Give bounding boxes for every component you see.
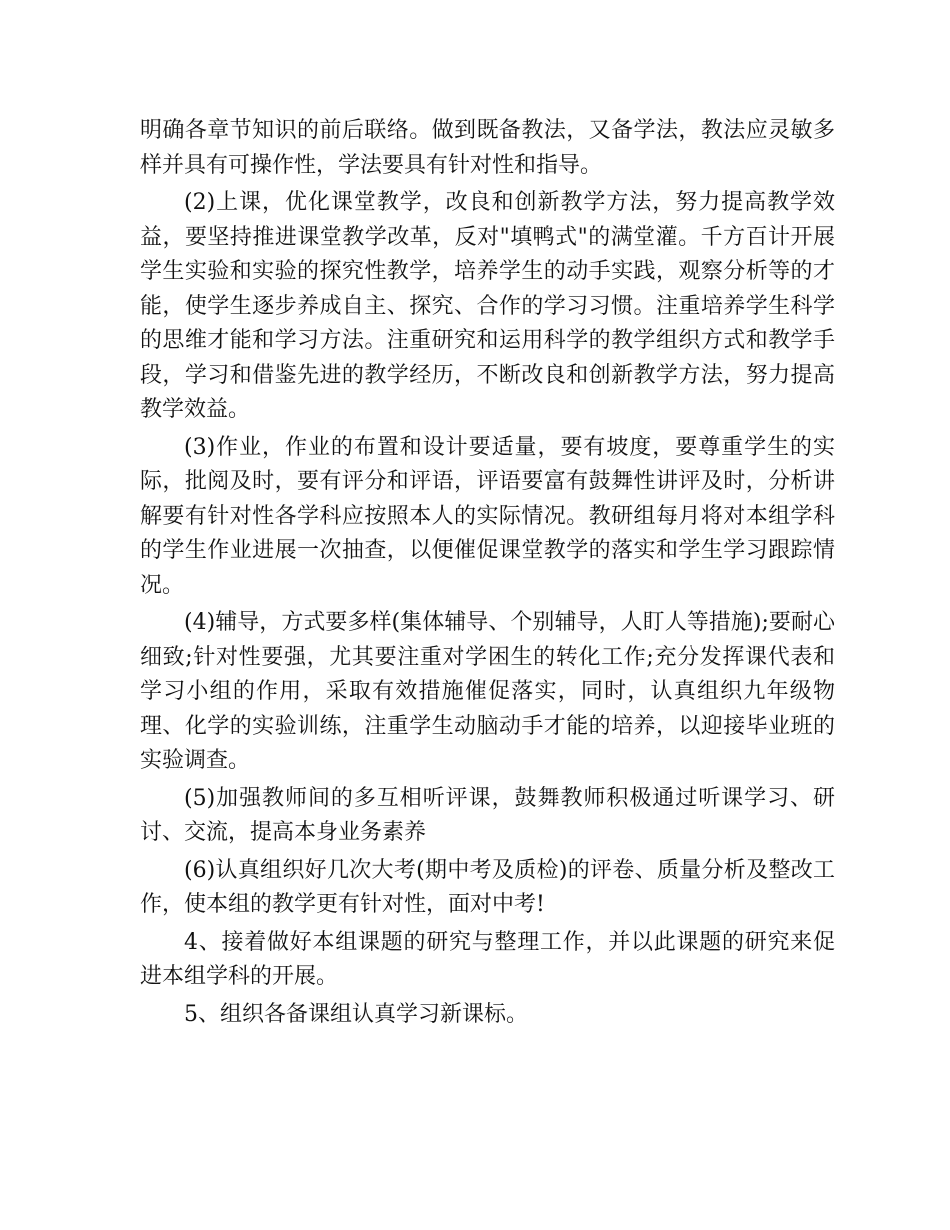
paragraph-section-4-research: 4、接着做好本组课题的研究与整理工作，并以此课题的研究来促进本组学科的开展。 xyxy=(140,929,835,989)
paragraph-item-5-peer-review: (5)加强教师间的多互相听评课，鼓舞教师积极通过听课学习、研讨、交流，提高本身业务素养 xyxy=(140,785,835,845)
paragraph-item-2-lessons: (2)上课，优化课堂教学，改良和创新教学方法，努力提高教学效益，要坚持推进课堂教学改革，反对"填鸭式"的满堂灌。千方百计开展学生实验和实验的探究性教学，培养学生的动手实践，观察分析等的才能，使学生逐步养成自主、探究、合作的学习习惯。注重培养学生科学的思维才能和学习方法。注重研究和运用科学的教学组织方式和教学手段，学习和借鉴先进的教学经历，不断改良和创新教学方法，努力提高教学效益。 xyxy=(140,190,835,422)
paragraph-section-5-curriculum: 5、组织各备课组认真学习新课标。 xyxy=(184,1001,528,1027)
paragraph-item-6-exams: (6)认真组织好几次大考(期中考及质检)的评卷、质量分析及整改工作，使本组的教学更有针对性，面对中考! xyxy=(140,857,835,917)
document-body xyxy=(140,114,835,1035)
paragraph-item-4-tutoring: (4)辅导，方式要多样(集体辅导、个别辅导，人盯人等措施);要耐心细致;针对性要强，尤其要注重对学困生的转化工作;充分发挥课代表和学习小组的作用，采取有效措施催促落实，同时，认真组织九年级物理、化学的实验训练，注重学生动脑动手才能的培养，以迎接毕业班的实验调查。 xyxy=(140,610,835,773)
paragraph-continuation: 明确各章节知识的前后联络。做到既备教法，又备学法，教法应灵敏多样并具有可操作性，学法要具有针对性和指导。 xyxy=(140,118,835,178)
paragraph-item-3-homework: (3)作业，作业的布置和设计要适量，要有坡度，要尊重学生的实际，批阅及时，要有评分和评语，评语要富有鼓舞性讲评及时，分析讲解要有针对性各学科应按照本人的实际情况。教研组每月将对本组学科的学生作业进展一次抽查，以便催促课堂教学的落实和学生学习跟踪情况。 xyxy=(140,434,835,598)
